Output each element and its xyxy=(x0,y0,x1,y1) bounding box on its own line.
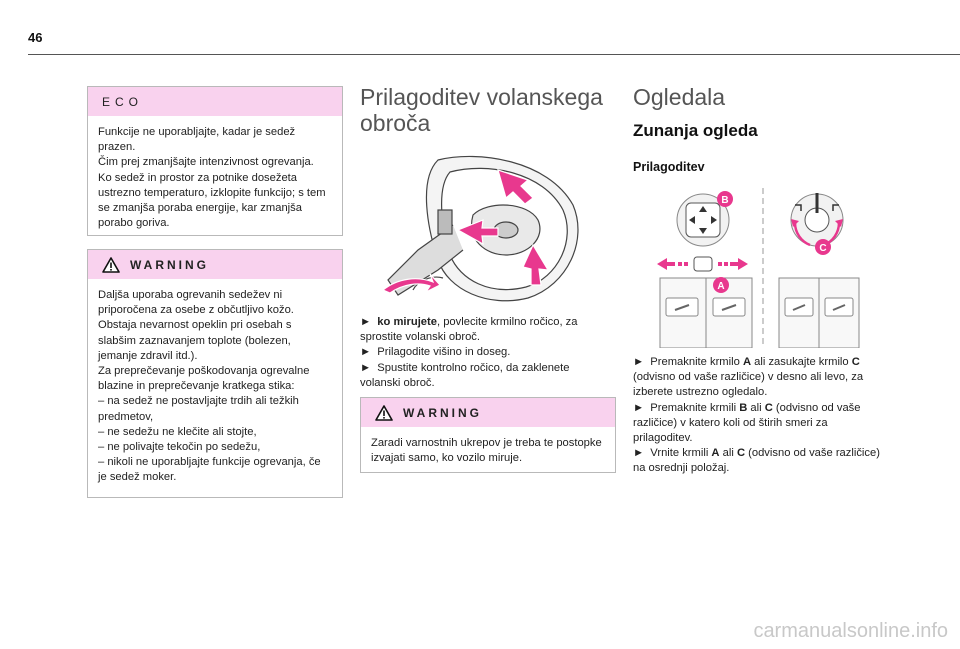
label-b: B xyxy=(721,195,729,206)
warning-line: – na sedež ne postavljajte trdih ali težkih predmetov, xyxy=(98,395,299,423)
bullet-icon: ► xyxy=(360,361,372,374)
mirrors-title: Ogledala xyxy=(633,84,726,110)
bullet-icon: ► xyxy=(360,346,372,359)
eco-title: ECO xyxy=(88,87,342,116)
eco-body: Funkcije ne uporabljajte, kadar je sedež prazen. Čim prej zmanjšajte intenzivnost ogrevanja. Ko sedež in prostor za potnike dosežeta ustrezno temperaturo, izklopite funkcijo; s tem se zmanjša poraba energije, kar zmanjša porabo goriva. xyxy=(98,126,326,230)
warning-line: – ne polivajte tekočin po sedežu, xyxy=(98,441,261,454)
warning-line: Daljša uporaba ogrevanih sedežev ni priporočena za osebe z občutljivo kožo. xyxy=(98,289,294,317)
mirror-step-2 xyxy=(633,401,885,447)
bullet-icon: ► xyxy=(360,316,372,328)
watermark: carmanualsonline.info xyxy=(753,620,948,642)
text: (odvisno od vaše različice) na osrednji položaj. xyxy=(633,447,880,475)
step-3-text: Spustite kontrolno ročico, da zaklenete volanski obroč. xyxy=(360,361,570,389)
text: Premaknite krmili xyxy=(650,401,740,414)
text: ali xyxy=(719,447,737,460)
warning-body: Zaradi varnostnih ukrepov je treba te postopke izvajati samo, ko vozilo miruje. xyxy=(371,437,602,465)
bullet-icon: ► xyxy=(633,447,645,460)
bullet-icon: ► xyxy=(633,356,645,368)
step-1-rest: , povlecite krmilno ročico, za sprostite volanski obroč. xyxy=(360,316,578,344)
steering-wheel-illustration xyxy=(378,150,588,305)
warning-line: – ne sedežu ne klečite ali stojte, xyxy=(98,425,257,438)
bold-label: B xyxy=(739,401,748,414)
warning-line: – nikoli ne uporabljajte funkcije ogrevanja, če je sedež moker. xyxy=(98,456,321,484)
header-rule xyxy=(28,54,960,55)
label-c: C xyxy=(819,243,827,254)
bold-label: C xyxy=(851,356,860,368)
warning-line: Obstaja nevarnost opeklin pri osebah s slabšim zaznavanjem toplote (bolezen, jemanje zdravil itd.). xyxy=(98,319,292,362)
label-a-badge xyxy=(713,277,729,293)
warning-icon xyxy=(102,257,120,273)
text: (odvisno od vaše različice) v desno ali levo, za izberete ustrezno ogledalo. xyxy=(633,371,864,399)
warning-title: WARNING xyxy=(403,405,482,420)
bold-label: C xyxy=(736,447,746,460)
mirror-controls-illustration xyxy=(655,183,865,348)
bold-label: A xyxy=(711,447,720,460)
page-number: 46 xyxy=(28,30,43,45)
steering-step-2 xyxy=(360,345,610,360)
mirrors-section: Prilagoditev xyxy=(633,160,705,174)
warning-header xyxy=(361,398,615,427)
mirror-step-1 xyxy=(633,355,885,401)
text: ali xyxy=(747,401,765,414)
bold-label: A xyxy=(742,356,752,368)
steering-instructions xyxy=(360,315,610,391)
step-2-text: Prilagodite višino in doseg. xyxy=(377,346,511,359)
warning-icon xyxy=(375,405,393,421)
text: Vrnite krmili xyxy=(650,447,712,460)
warning-box-seats xyxy=(87,249,343,498)
warning-line: Za preprečevanje poškodovanja ogrevalne blazine in preprečevanje kratkega stika: xyxy=(98,365,310,393)
bold-label: C xyxy=(764,401,773,414)
label-a: A xyxy=(717,281,725,292)
warning-body xyxy=(88,279,342,494)
mirrors-subtitle: Zunanja ogleda xyxy=(633,121,758,140)
steering-title: Prilagoditev volanskega obroča xyxy=(360,84,603,136)
mirror-step-3 xyxy=(633,446,885,476)
label-b-badge xyxy=(717,191,733,207)
bullet-icon: ► xyxy=(633,401,645,414)
text: Premaknite krmilo xyxy=(650,356,743,368)
text: (odvisno od vaše različice) v katero koli od štirih smeri za prilagoditev. xyxy=(633,401,861,445)
step-1-bold: ko mirujete xyxy=(377,316,437,328)
label-c-badge xyxy=(815,239,831,255)
steering-step-1 xyxy=(360,315,610,345)
text: ali zasukajte krmilo xyxy=(751,356,852,368)
warning-header xyxy=(88,250,342,279)
warning-title: WARNING xyxy=(130,257,209,272)
mirror-instructions xyxy=(633,355,885,477)
warning-box-steering xyxy=(360,397,616,473)
eco-box xyxy=(87,86,343,236)
steering-step-3 xyxy=(360,361,610,391)
